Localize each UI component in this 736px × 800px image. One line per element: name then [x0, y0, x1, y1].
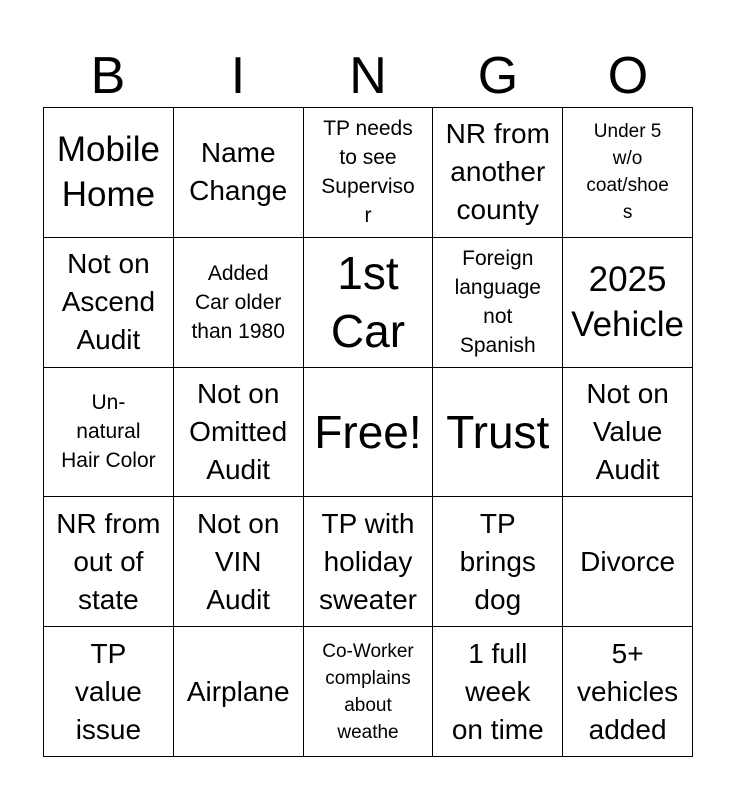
bingo-cell[interactable]: [44, 627, 174, 757]
cell-text: Airplane: [186, 675, 290, 707]
cell-text: Not on Omitted Audit: [189, 377, 288, 485]
bingo-cell[interactable]: [563, 627, 693, 757]
header-letter-n: N: [349, 47, 387, 105]
cell-text: 1 full week on time: [451, 637, 544, 745]
bingo-cell[interactable]: [174, 627, 304, 757]
cell-text: Foreign language not Spanish: [454, 247, 541, 358]
cell-text: Not on Value Audit: [586, 377, 669, 485]
bingo-cell[interactable]: [433, 627, 563, 757]
cell-text: Under 5 w/o coat/shoes: [586, 121, 669, 224]
cell-text: 5+ vehicles added: [577, 637, 679, 745]
bingo-cell[interactable]: [174, 497, 304, 627]
cell-text: 1st Car: [330, 247, 406, 358]
bingo-board: [43, 107, 693, 757]
bingo-cell[interactable]: [44, 108, 174, 238]
bingo-cell[interactable]: [563, 368, 693, 498]
cell-text: TP value issue: [74, 637, 142, 745]
bingo-header: [43, 44, 693, 108]
cell-text: Added Car older than 1980: [191, 261, 285, 343]
bingo-cell[interactable]: [44, 368, 174, 498]
bingo-cell[interactable]: [304, 497, 434, 627]
cell-text: Not on Ascend Audit: [61, 248, 156, 356]
cell-text: NR from out of state: [56, 507, 161, 615]
cell-text: Trust: [446, 405, 550, 458]
cell-text: TP brings dog: [459, 507, 536, 615]
bingo-cell[interactable]: [174, 368, 304, 498]
bingo-cell[interactable]: [174, 238, 304, 368]
header-letter-b: B: [90, 47, 126, 105]
bingo-cell[interactable]: [433, 238, 563, 368]
bingo-cell[interactable]: [433, 497, 563, 627]
bingo-cell[interactable]: [433, 108, 563, 238]
bingo-cell[interactable]: [563, 497, 693, 627]
header-letter-o: O: [607, 47, 649, 105]
cell-text: TP with holiday sweater: [318, 507, 417, 615]
cell-text: 2025 Vehicle: [571, 260, 685, 345]
cell-text: Co-Worker complains about weathe: [322, 640, 414, 743]
header-letter-i: I: [230, 47, 246, 105]
cell-text: NR from another county: [445, 118, 550, 226]
bingo-cell[interactable]: [304, 108, 434, 238]
bingo-cell[interactable]: [304, 238, 434, 368]
bingo-cell[interactable]: [563, 238, 693, 368]
bingo-cell[interactable]: [563, 108, 693, 238]
cell-text: Un-natural Hair Color: [61, 391, 156, 473]
bingo-cell[interactable]: [174, 108, 304, 238]
cell-text: TP needs to see Supervisor: [321, 117, 415, 228]
header-letter-g: G: [477, 47, 519, 105]
cell-text: Free!: [314, 405, 422, 458]
cell-text: Not on VIN Audit: [196, 507, 280, 615]
bingo-cell[interactable]: [304, 368, 434, 498]
cell-text: Mobile Home: [56, 130, 160, 215]
cell-text: Name Change: [189, 137, 288, 207]
bingo-cell[interactable]: [44, 238, 174, 368]
cell-text: Divorce: [580, 545, 676, 577]
bingo-cell[interactable]: [304, 627, 434, 757]
bingo-cell[interactable]: [44, 497, 174, 627]
bingo-cell[interactable]: [433, 368, 563, 498]
